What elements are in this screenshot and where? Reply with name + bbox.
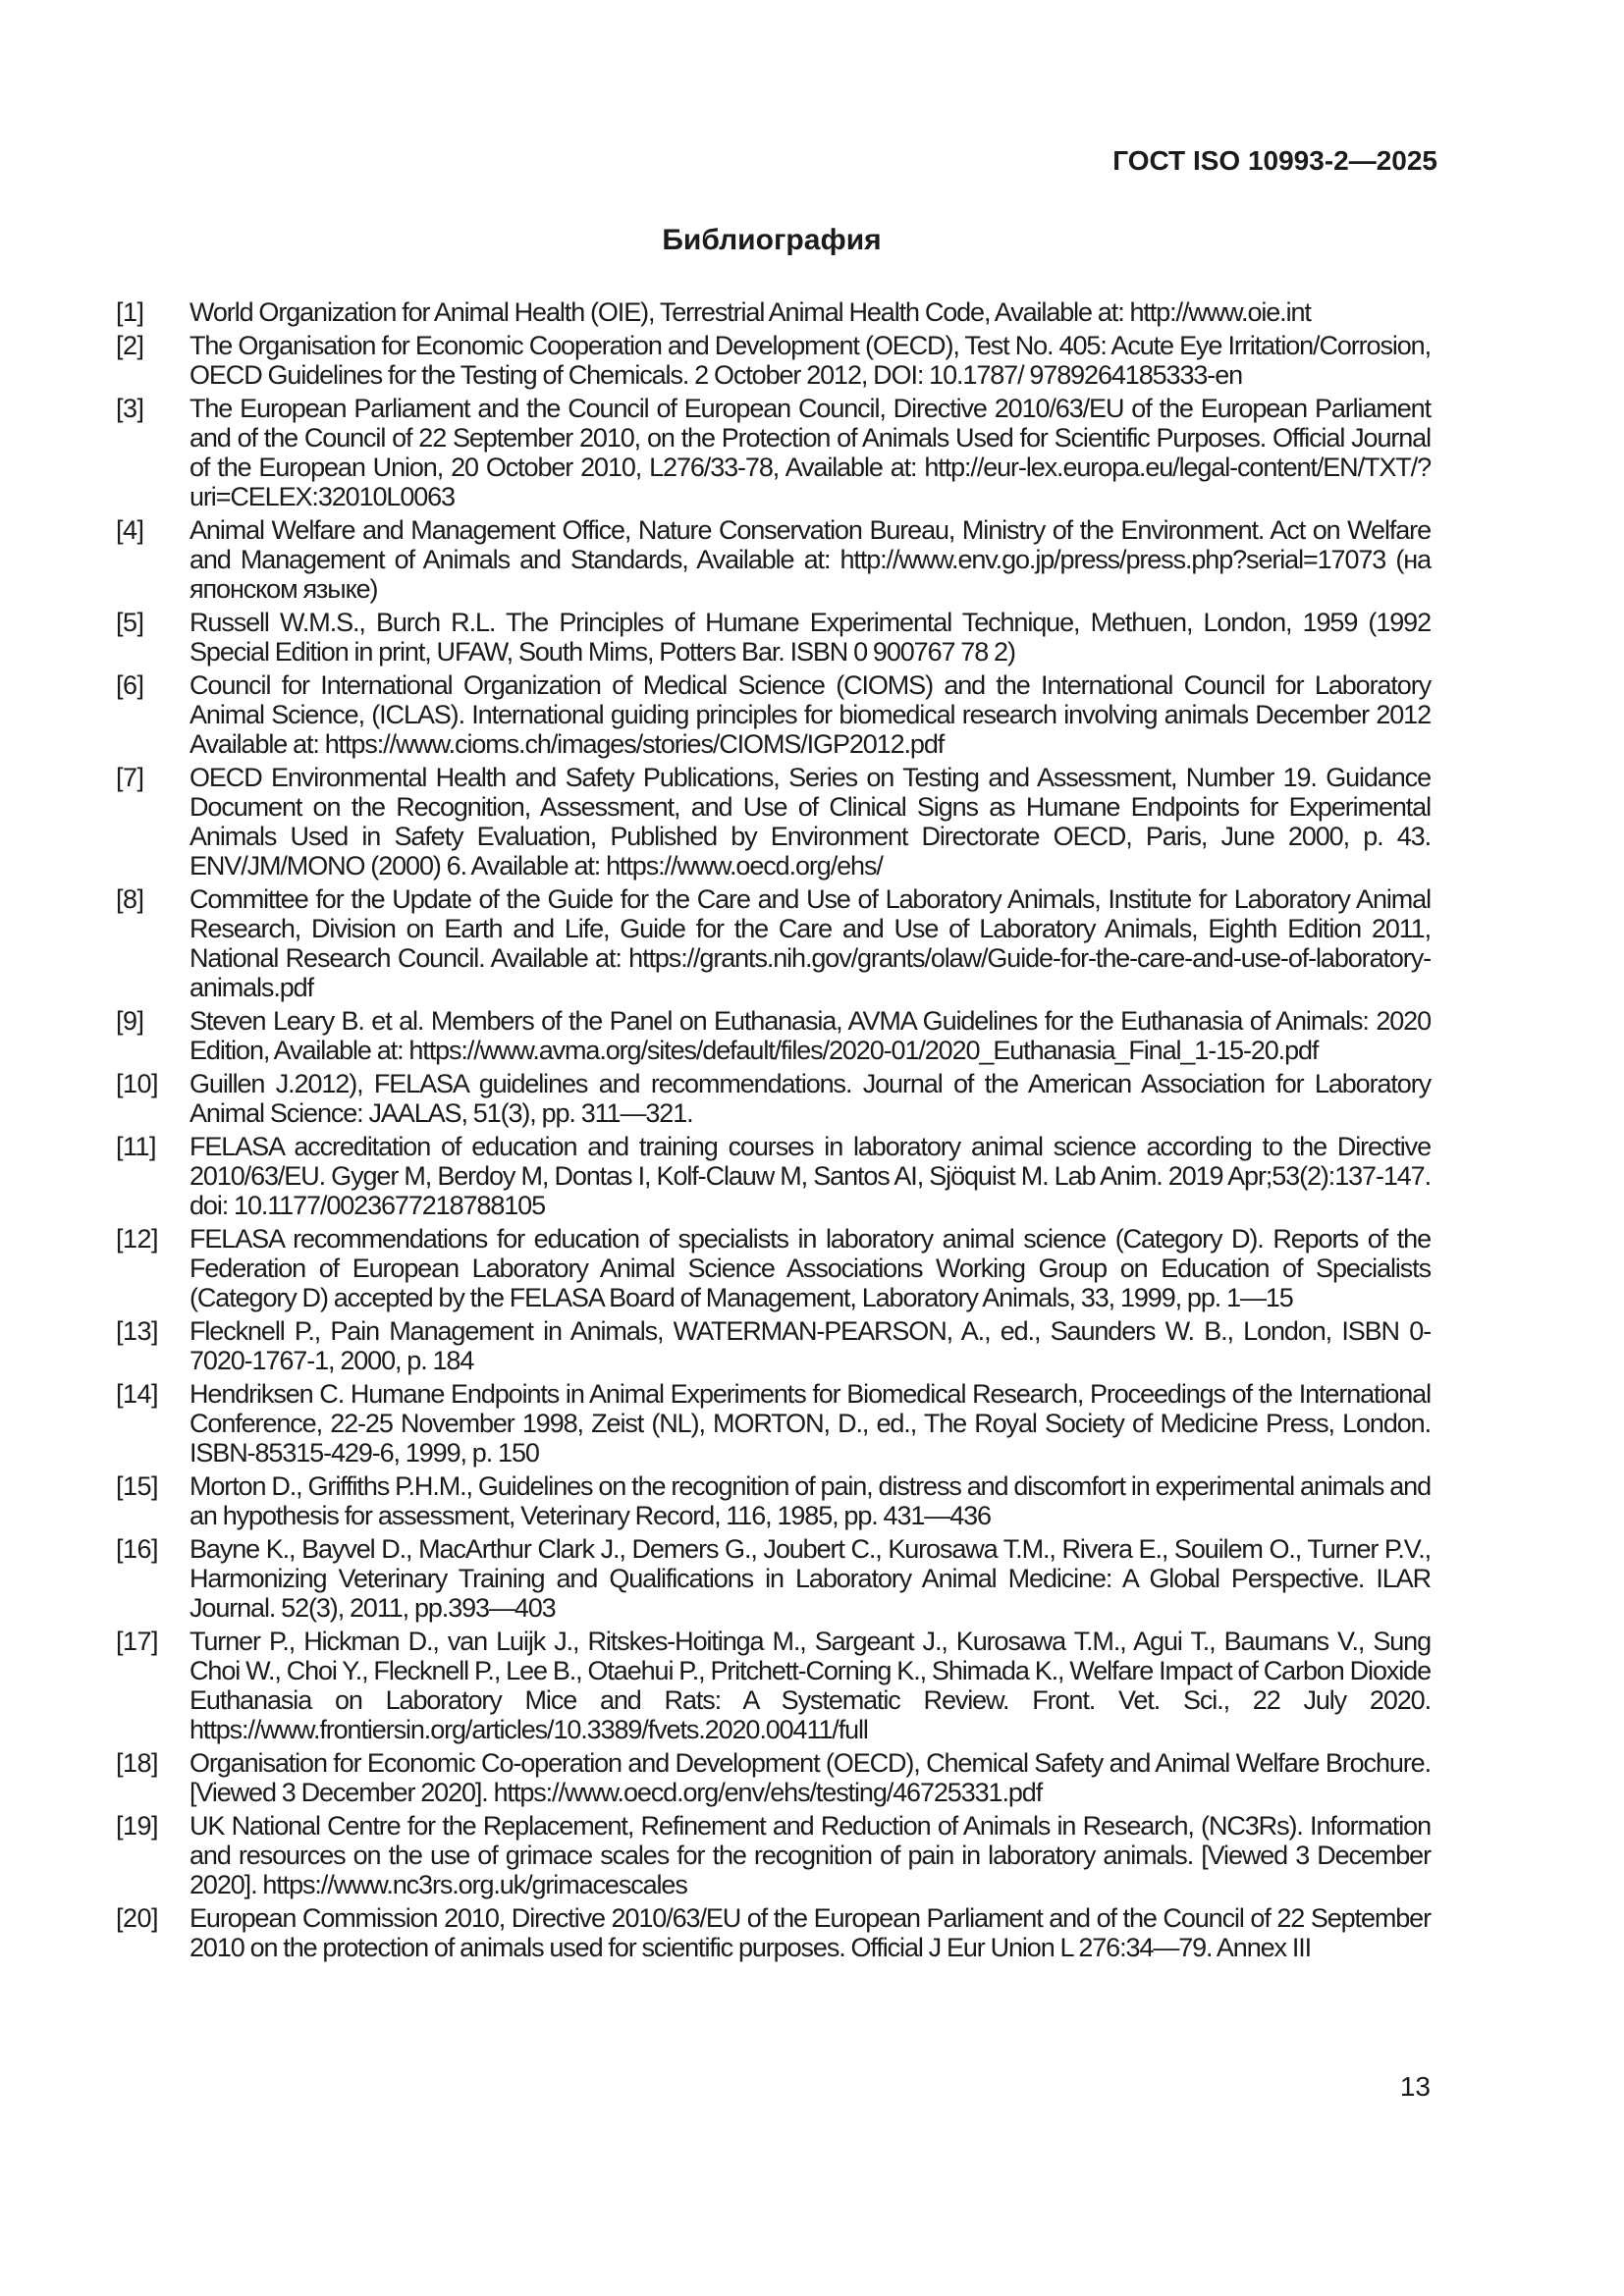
reference-item [116, 1627, 1431, 1744]
reference-number: [15] [116, 1471, 159, 1501]
reference-number: [6] [116, 670, 144, 700]
reference-text: European Commission 2010, Directive 2010/63/EU of the European Parliament and of the Council of 22 September 2010 on the protection of animals used for scientific purposes. Official J Eur Union L 276:34—79. Annex III [189, 1903, 1431, 1962]
reference-item [116, 1903, 1431, 1962]
reference-number: [3] [116, 394, 144, 423]
reference-number: [18] [116, 1748, 159, 1778]
reference-number: [11] [116, 1132, 157, 1161]
reference-item [116, 1224, 1431, 1312]
reference-number: [5] [116, 608, 144, 637]
reference-text: Hendriksen C. Humane Endpoints in Animal Experiments for Biomedical Research, Proceedings of the International Conference, 22-25 November 1998, Zeist (NL), MORTON, D., ed., The Royal Society of Medicine Press, London. ISBN-85315-429-6, 1999, p. 150 [189, 1379, 1431, 1468]
reference-number: [20] [116, 1903, 159, 1933]
reference-text: World Organization for Animal Health (OIE), Terrestrial Animal Health Code, Available at: http://www.oie.int [189, 297, 1311, 327]
reference-item [116, 1534, 1431, 1623]
reference-item [116, 763, 1431, 881]
bibliography-list [116, 297, 1431, 1966]
reference-item [116, 515, 1431, 604]
reference-item [116, 1811, 1431, 1899]
reference-item [116, 884, 1431, 1002]
reference-item [116, 331, 1431, 390]
reference-number: [10] [116, 1069, 159, 1098]
reference-text: Bayne K., Bayvel D., MacArthur Clark J., Demers G., Joubert C., Kurosawa T.M., Rivera E., Souilem O., Turner P.V., Harmonizing Veterinary Training and Qualifications in Laboratory Animal Medicine: A Global Perspective. ILAR Journal. 52(3), 2011, pp.393—403 [189, 1534, 1431, 1623]
reference-number: [8] [116, 884, 144, 914]
reference-text: Russell W.M.S., Burch R.L. The Principles of Humane Experimental Technique, Methuen, London, 1959 (1992 Special Edition in print, UFAW, South Mims, Potters Bar. ISBN 0 900767 78 2) [189, 608, 1431, 667]
reference-item [116, 1379, 1431, 1468]
reference-text: Flecknell P., Pain Management in Animals, WATERMAN-PEARSON, A., ed., Saunders W. B., London, ISBN 0-7020-1767-1, 2000, p. 184 [189, 1316, 1431, 1375]
reference-item [116, 1748, 1431, 1807]
reference-text: Steven Leary B. et al. Members of the Panel on Euthanasia, AVMA Guidelines for the Euthanasia of Animals: 2020 Edition, Available at: https://www.avma.org/sites/default/files/2020-01/2020_Euthanasia_Final_1-15-20.pdf [189, 1006, 1431, 1065]
reference-number: [2] [116, 331, 144, 360]
reference-text: Morton D., Griffiths P.H.M., Guidelines on the recognition of pain, distress and discomfort in experimental animals and an hypothesis for assessment, Veterinary Record, 116, 1985, pp. 431—436 [189, 1471, 1431, 1530]
reference-text: Committee for the Update of the Guide for the Care and Use of Laboratory Animals, Institute for Laboratory Animal Research, Division on Earth and Life, Guide for the Care and Use of Laboratory Animals, Eighth Edition 2011, National Research Council. Available at: https://grants.nih.gov/grants/olaw/Guide-for-the-care-and-use-of-laboratory-animals.pdf [189, 884, 1431, 1002]
reference-number: [13] [116, 1316, 159, 1346]
reference-text: OECD Environmental Health and Safety Publications, Series on Testing and Assessment, Number 19. Guidance Document on the Recognition, Assessment, and Use of Clinical Signs as Humane Endpoints for Experimental Animals Used in Safety Evaluation, Published by Environment Directorate OECD, Paris, June 2000, p. 43. ENV/JM/MONO (2000) 6. Available at: https://www.oecd.org/ehs/ [189, 763, 1431, 881]
page-title: Библиография [662, 224, 882, 256]
reference-number: [19] [116, 1811, 159, 1841]
reference-text: FELASA accreditation of education and training courses in laboratory animal science according to the Directive 2010/63/EU. Gyger M, Berdoy M, Dontas I, Kolf-Clauw M, Santos AI, Sjöquist M. Lab Anim. 2019 Apr;53(2):137-147. doi: 10.1177/0023677218788105 [189, 1132, 1431, 1220]
reference-text: Council for International Organization of Medical Science (CIOMS) and the International Council for Laboratory Animal Science, (ICLAS). International guiding principles for biomedical research involving animals December 2012 Available at: https://www.cioms.ch/images/stories/CIOMS/IGP2012.pdf [189, 670, 1431, 759]
reference-number: [12] [116, 1224, 159, 1254]
reference-text: Guillen J.2012), FELASA guidelines and recommendations. Journal of the American Association for Laboratory Animal Science: JAALAS, 51(3), pp. 311—321. [189, 1069, 1431, 1128]
page-number: 13 [1399, 2071, 1431, 2102]
reference-number: [7] [116, 763, 144, 792]
reference-text: The European Parliament and the Council of European Council, Directive 2010/63/EU of the European Parliament and of the Council of 22 September 2010, on the Protection of Animals Used for Scientific Purposes. Official Journal of the European Union, 20 October 2010, L276/33-78, Available at: http://eur-lex.europa.eu/legal-content/EN/TXT/?uri=CELEX:32010L0063 [189, 394, 1431, 511]
reference-number: [4] [116, 515, 144, 545]
reference-number: [1] [116, 297, 144, 327]
reference-text: The Organisation for Economic Cooperation and Development (OECD), Test No. 405: Acute Eye Irritation/Corrosion, OECD Guidelines for the Testing of Chemicals. 2 October 2012, DOI: 10.1787/ 9789264185333-en [189, 331, 1431, 390]
reference-text: Turner P., Hickman D., van Luijk J., Ritskes-Hoitinga M., Sargeant J., Kurosawa T.M., Agui T., Baumans V., Sung Choi W., Choi Y., Flecknell P., Lee B., Otaehui P., Pritchett-Corning K., Shimada K., Welfare Impact of Carbon Dioxide Euthanasia on Laboratory Mice and Rats: A Systematic Review. Front. Vet. Sci., 22 July 2020. https://www.frontiersin.org/articles/10.3389/fvets.2020.00411/full [189, 1627, 1431, 1744]
reference-text: Animal Welfare and Management Office, Nature Conservation Bureau, Ministry of the Environment. Act on Welfare and Management of Animals and Standards, Available at: http://www.env.go.jp/press/press.php?serial=17073 (на японском языке) [189, 515, 1431, 604]
reference-item [116, 297, 1431, 327]
reference-item [116, 394, 1431, 511]
reference-text: FELASA recommendations for education of specialists in laboratory animal science (Category D). Reports of the Federation of European Laboratory Animal Science Associations Working Group on Education of Specialists (Category D) accepted by the FELASA Board of Management, Laboratory Animals, 33, 1999, pp. 1—15 [189, 1224, 1431, 1312]
reference-item [116, 608, 1431, 667]
reference-item [116, 1132, 1431, 1220]
document-code: ГОСТ ISO 10993-2—2025 [1112, 145, 1437, 176]
reference-number: [17] [116, 1627, 159, 1656]
reference-number: [9] [116, 1006, 144, 1036]
reference-item [116, 1006, 1431, 1065]
reference-item [116, 1316, 1431, 1375]
reference-number: [14] [116, 1379, 159, 1409]
reference-item [116, 1069, 1431, 1128]
reference-text: Organisation for Economic Co-operation and Development (OECD), Chemical Safety and Animal Welfare Brochure. [Viewed 3 December 2020]. https://www.oecd.org/env/ehs/testing/46725331.pdf [189, 1748, 1431, 1807]
reference-item [116, 670, 1431, 759]
reference-number: [16] [116, 1534, 159, 1564]
reference-item [116, 1471, 1431, 1530]
reference-text: UK National Centre for the Replacement, Refinement and Reduction of Animals in Research, (NC3Rs). Information and resources on the use of grimace scales for the recognition of pain in laboratory animals. [Viewed 3 December 2020]. https://www.nc3rs.org.uk/grimacescales [189, 1811, 1431, 1899]
